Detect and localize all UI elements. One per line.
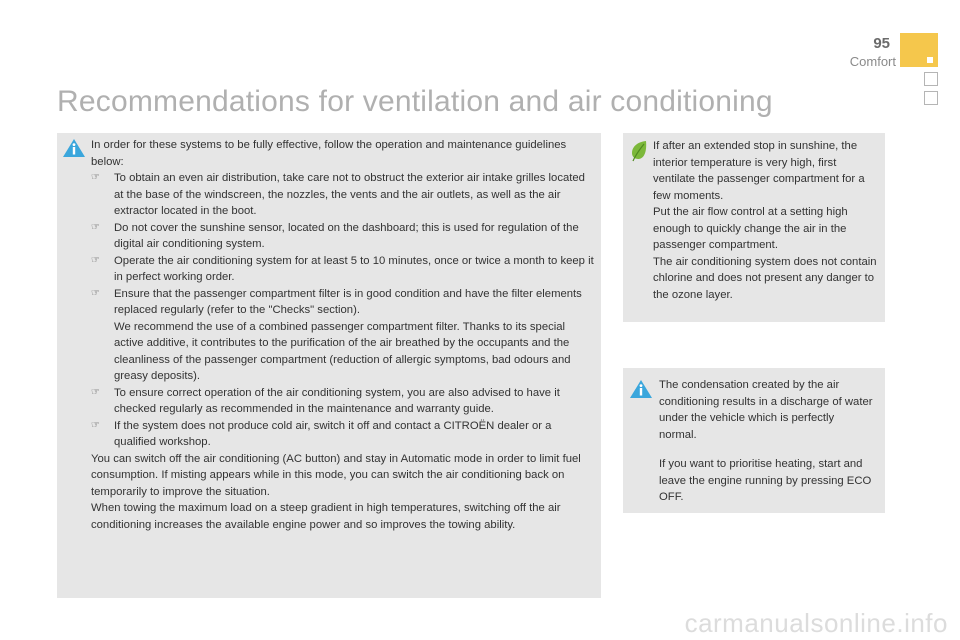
page-title: Recommendations for ventilation and air conditioning bbox=[57, 85, 773, 118]
outro-paragraph: You can switch off the air conditioning (AC button) and stay in Automatic mode in order to limit fuel consumption. If misting appears while in this mode, you can switch the air conditioning back on temporarily to improve the situation. bbox=[91, 452, 581, 498]
pointing-hand-icon: ☞ bbox=[91, 386, 100, 398]
list-item-text: If the system does not produce cold air, switch it off and contact a CITROËN dealer or a qualified workshop. bbox=[114, 419, 552, 448]
info-icon bbox=[629, 379, 653, 399]
eco-paragraph: The air conditioning system does not contain chlorine and does not present any danger to the ozone layer. bbox=[653, 255, 877, 301]
tab-marker bbox=[927, 57, 933, 63]
pointing-hand-icon: ☞ bbox=[91, 254, 100, 266]
list-item-text: Do not cover the sunshine sensor, located on the dashboard; this is used for regulation of the digital air conditioning system. bbox=[114, 221, 579, 250]
outro-paragraph: When towing the maximum load on a steep gradient in high temperatures, switching off the air conditioning increases the available engine power and so improves the towing ability. bbox=[91, 502, 561, 531]
list-item bbox=[91, 385, 596, 418]
leaf-icon bbox=[629, 140, 649, 162]
chapter-tab[interactable] bbox=[924, 91, 938, 105]
list-item bbox=[91, 220, 596, 253]
intro-paragraph: In order for these systems to be fully effective, follow the operation and maintenance guidelines below: bbox=[91, 139, 567, 168]
chapter-tab[interactable] bbox=[924, 72, 938, 86]
eco-paragraph: If after an extended stop in sunshine, the interior temperature is very high, first ventilate the passenger compartment for a few moments. bbox=[653, 140, 865, 202]
recommendation-list bbox=[91, 170, 596, 451]
list-item-text: Operate the air conditioning system for at least 5 to 10 minutes, once or twice a month to keep it in perfect working order. bbox=[114, 254, 594, 283]
pointing-hand-icon: ☞ bbox=[91, 221, 100, 233]
pointing-hand-icon: ☞ bbox=[91, 419, 100, 431]
page-number: 95 bbox=[873, 35, 890, 52]
list-item bbox=[91, 253, 596, 286]
chapter-tab-active[interactable] bbox=[900, 33, 938, 67]
list-item bbox=[91, 170, 596, 220]
pointing-hand-icon: ☞ bbox=[91, 172, 100, 183]
list-item bbox=[91, 418, 596, 451]
list-item-text: Ensure that the passenger compartment filter is in good condition and have the filter elements replaced regularly (refer to the "Checks" section). bbox=[114, 287, 582, 316]
watermark: carmanualsonline.info bbox=[684, 608, 948, 638]
condensation-paragraph: The condensation created by the air conditioning results in a discharge of water under the vehicle which is perfectly normal. bbox=[659, 379, 873, 441]
condensation-paragraph: If you want to prioritise heating, start and leave the engine running by pressing ECO OFF. bbox=[659, 458, 872, 503]
condensation-panel-text bbox=[659, 377, 874, 506]
section-name: Comfort bbox=[849, 54, 896, 69]
eco-paragraph: Put the air flow control at a setting high enough to quickly change the air in the passenger compartment. bbox=[653, 206, 848, 251]
list-item-subtext: We recommend the use of a combined passenger compartment filter. Thanks to its special active additive, it contributes to the purification of the air breathed by the occupants and the cleanliness of the passenger compartment (reduction of allergic symptoms, bad odours and greasy deposits). bbox=[114, 320, 571, 382]
pointing-hand-icon: ☞ bbox=[91, 287, 100, 299]
list-item-text: To obtain an even air distribution, take care not to obstruct the exterior air intake grilles located at the base of the windscreen, the nozzles, the vents and the air outlets, as well as the air extractor located in the boot. bbox=[114, 172, 585, 217]
list-item-text: To ensure correct operation of the air conditioning system, you are also advised to have it checked regularly as recommended in the maintenance and warranty guide. bbox=[114, 386, 560, 415]
info-icon bbox=[62, 138, 86, 158]
list-item bbox=[91, 286, 596, 385]
main-panel-text bbox=[91, 137, 596, 533]
eco-panel-text bbox=[653, 138, 881, 303]
